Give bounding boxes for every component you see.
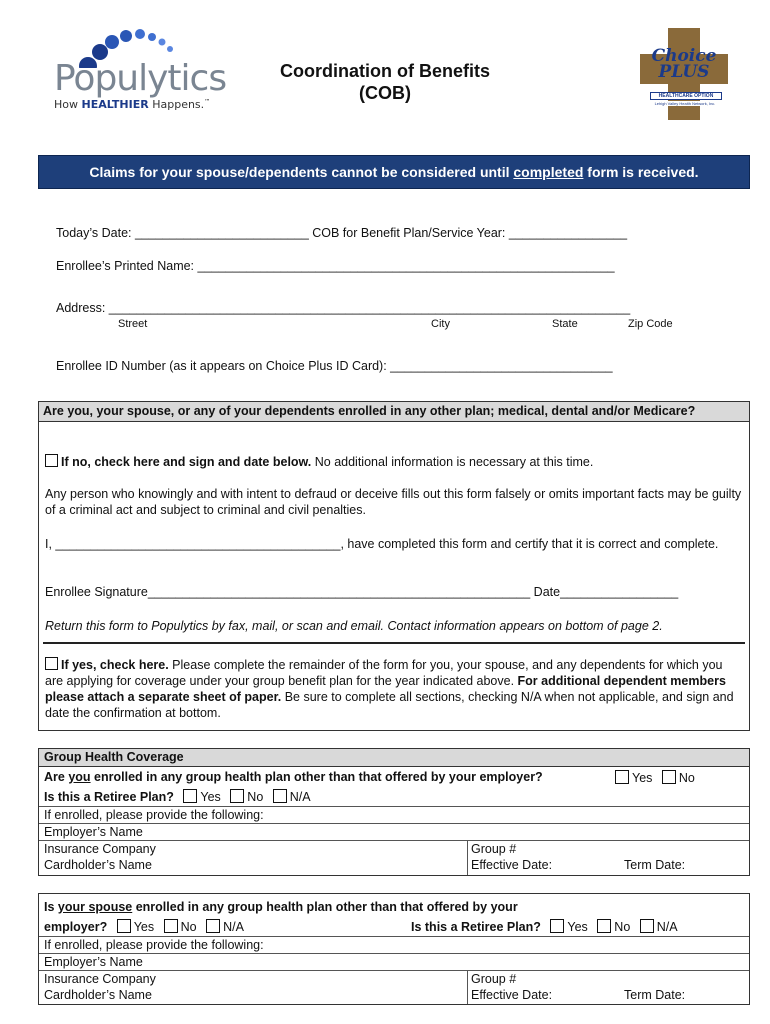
spouse-if-enrolled-row: If enrolled, please provide the following: bbox=[39, 936, 749, 953]
effective-date-label[interactable]: Effective Date: bbox=[471, 858, 553, 872]
cardholder-row[interactable]: Cardholder’s Name Effective Date: Term Date: bbox=[44, 858, 686, 872]
section-heading: Are you, your spouse, or any of your dependents enrolled in any other plan; medical, dental and/or Medicare? bbox=[39, 402, 749, 422]
you-enrolled-question: Are you enrolled in any group health plan other than that offered by your employer? bbox=[44, 770, 543, 784]
logo-choice: Choice bbox=[651, 46, 717, 66]
page-title bbox=[240, 60, 530, 104]
if-yes-checkbox[interactable] bbox=[45, 657, 58, 670]
group-coverage-spouse bbox=[38, 893, 750, 1005]
logo-lvhn: Lehigh Valley Health Network, Inc. bbox=[650, 101, 720, 106]
spouse-column-divider bbox=[467, 970, 468, 1004]
enrollee-id-field[interactable]: Enrollee ID Number (as it appears on Choice Plus ID Card): ________________________________ bbox=[56, 359, 613, 373]
notice-banner: Claims for your spouse/dependents cannot be considered until completed form is received. bbox=[38, 155, 750, 189]
group-number-label[interactable]: Group # bbox=[471, 842, 517, 856]
spouse-cardholder-row[interactable]: Cardholder’s Name Effective Date: Term Date: bbox=[44, 988, 686, 1002]
spouse-insurance-row[interactable]: Insurance Company Group # bbox=[39, 970, 749, 987]
spouse-term-date-label[interactable]: Term Date: bbox=[624, 988, 686, 1002]
if-no-option: If no, check here and sign and date below. No additional information is necessary at this time. bbox=[45, 454, 743, 470]
retiree-na-checkbox[interactable] bbox=[273, 789, 287, 803]
todays-date-field[interactable]: Today’s Date: _________________________ COB for Benefit Plan/Service Year: _________________ bbox=[56, 226, 628, 240]
you-yes-checkbox[interactable] bbox=[615, 770, 629, 784]
group-coverage-you bbox=[38, 748, 750, 876]
spouse-employer-row[interactable]: Employer’s Name bbox=[39, 953, 749, 970]
printed-name-field[interactable]: Enrollee’s Printed Name: ____________________________________________________________ bbox=[56, 259, 615, 273]
spouse-na-checkbox[interactable] bbox=[206, 919, 220, 933]
zip-label: Zip Code bbox=[628, 318, 673, 330]
retiree-yes-checkbox[interactable] bbox=[183, 789, 197, 803]
if-enrolled-row: If enrolled, please provide the following: bbox=[39, 806, 749, 823]
you-retiree-question: Is this a Retiree Plan? Yes No N/A bbox=[44, 790, 311, 804]
signature-line[interactable]: Enrollee Signature_______________________________________________________ Date_________________ bbox=[45, 585, 679, 599]
column-divider bbox=[467, 840, 468, 875]
return-instructions: Return this form to Populytics by fax, mail, or scan and email. Contact information appears on bottom of page 2. bbox=[45, 619, 663, 633]
spouse-enrolled-question: Is your spouse enrolled in any group health plan other than that offered by your bbox=[44, 900, 518, 914]
term-date-label[interactable]: Term Date: bbox=[624, 858, 686, 872]
spouse-group-number-label[interactable]: Group # bbox=[471, 972, 517, 986]
populytics-logo bbox=[50, 28, 230, 113]
you-enrolled-options: Yes No bbox=[609, 770, 695, 785]
logo-plus: PLUS bbox=[658, 62, 710, 82]
spouse-retiree-yes-checkbox[interactable] bbox=[550, 919, 564, 933]
state-label: State bbox=[552, 318, 578, 330]
title-line1: Coordination of Benefits bbox=[280, 61, 490, 81]
street-label: Street bbox=[118, 318, 148, 330]
city-label: City bbox=[431, 318, 450, 330]
spouse-retiree-na-checkbox[interactable] bbox=[640, 919, 654, 933]
retiree-no-checkbox[interactable] bbox=[230, 789, 244, 803]
spouse-retiree-no-checkbox[interactable] bbox=[597, 919, 611, 933]
you-no-checkbox[interactable] bbox=[662, 770, 676, 784]
spouse-effective-date-label[interactable]: Effective Date: bbox=[471, 988, 553, 1002]
spouse-yes-checkbox[interactable] bbox=[117, 919, 131, 933]
logo-healthcare-option: HEALTHCARE OPTION bbox=[650, 92, 722, 100]
spouse-no-checkbox[interactable] bbox=[164, 919, 178, 933]
spouse-retiree-question: Is this a Retiree Plan? Yes No N/A bbox=[411, 920, 678, 934]
fraud-statement: Any person who knowingly and with intent to defraud or deceive fills out this form falsely or omits important facts may be guilty of a criminal act and subject to criminal and civil penalties. bbox=[45, 487, 742, 517]
employer-row[interactable]: Employer’s Name bbox=[39, 823, 749, 840]
spouse-options: employer? Yes No N/A bbox=[44, 920, 244, 934]
section-divider bbox=[43, 642, 745, 644]
choice-plus-logo bbox=[640, 28, 728, 120]
certify-statement[interactable]: I, _________________________________________, have completed this form and certify that it is correct and complete. bbox=[45, 537, 719, 551]
title-line2: (COB) bbox=[359, 83, 411, 103]
insurance-row[interactable]: Insurance Company Group # bbox=[39, 840, 749, 857]
other-plan-section bbox=[38, 401, 750, 731]
logo-wordmark: Populytics bbox=[54, 58, 227, 99]
if-yes-option: If yes, check here. Please complete the remainder of the form for you, your spouse, and any dependents for which you are applying for coverage under your group benefit plan for the year indicated above. For additional dependent members please attach a separate sheet of paper. Be sure to complete all sections, checking N/A when not applicable, and sign and date the confirmation at bottom. bbox=[45, 658, 734, 720]
group-coverage-heading: Group Health Coverage bbox=[39, 749, 749, 767]
logo-tagline: How HEALTHIER Happens.™ bbox=[54, 98, 211, 111]
address-field[interactable]: Address: ___________________________________________________________________________ bbox=[56, 301, 631, 315]
if-no-checkbox[interactable] bbox=[45, 454, 58, 467]
